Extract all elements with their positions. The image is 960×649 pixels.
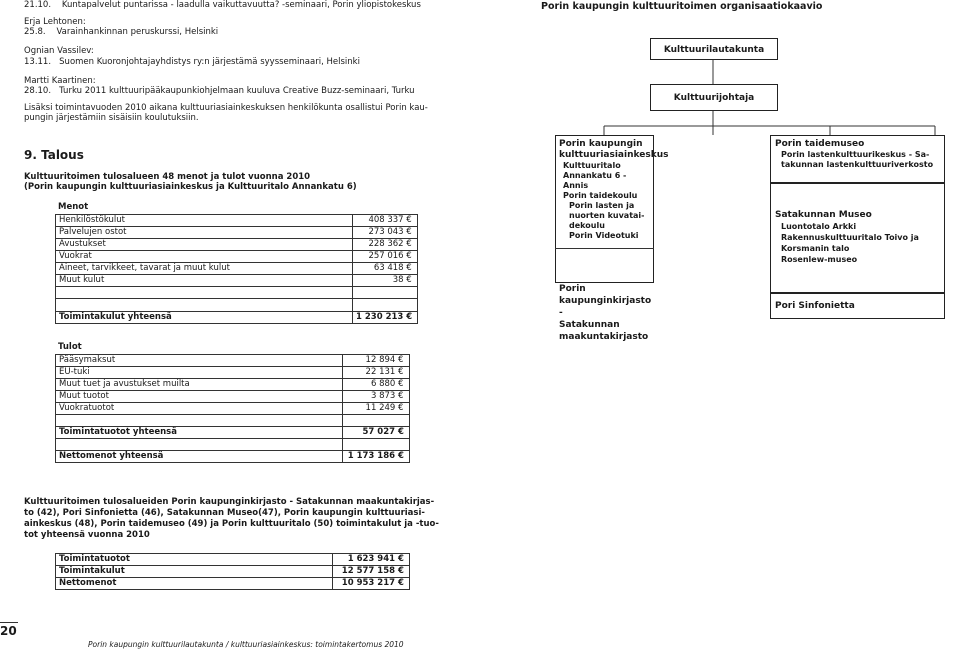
person-name: Ognian Vassilev: (24, 46, 94, 56)
event-line: 28.10. Turku 2011 kulttuuripääkaupunkiohjelmaan kuuluva Creative Buzz-seminaari, Turku (24, 86, 415, 96)
summary-line: to (42), Pori Sinfonietta (46), Satakunnan Museo(47), Porin kaupungin kulttuuriasi- (24, 508, 425, 518)
table-row: Toimintakulut 12 577 158 € (56, 566, 410, 578)
org-chart-title: Porin kaupungin kulttuuritoimen organisaatiokaavio (541, 1, 823, 12)
total-row: Toimintatuotot yhteensä 57 027 € (56, 427, 410, 439)
culture-center-box: Porin kaupungin kulttuuriasiainkeskus Kulttuuritalo Annankatu 6 - Annis Porin taidekoulu Porin lasten ja nuorten kuvatai- dekoulu Porin Videotuki Porin kaupunginkirjasto - Satakunnan maakuntakirjasto (555, 135, 654, 283)
table-row: Vuokratuotot 11 249 € (56, 403, 410, 415)
expenses-table (55, 214, 418, 324)
museum-box: Satakunnan Museo Luontotalo Arkki Rakennuskulttuuritalo Toivo ja Korsmanin talo Rosenlew-museo (770, 183, 945, 293)
box-divider (555, 248, 654, 249)
spacer-row (56, 287, 418, 299)
summary-line: Kulttuuritoimen tulosalueiden Porin kaupunginkirjasto - Satakunnan maakuntakirjas- (24, 497, 435, 507)
income-table (55, 354, 410, 463)
section-heading: 9. Talous (24, 148, 84, 162)
table-row: Avustukset 228 362 € (56, 239, 418, 251)
spacer-row (56, 415, 410, 427)
summary-line: ainkeskus (48), Porin taidemuseo (49) ja Porin kulttuuritalo (50) toimintakulut ja -tuo- (24, 519, 439, 529)
net-row: Nettomenot yhteensä 1 173 186 € (56, 451, 410, 463)
board-box: Kulttuurilautakunta (650, 38, 778, 60)
sinfonietta-box: Pori Sinfonietta (770, 293, 945, 319)
table-row: Vuokrat 257 016 € (56, 251, 418, 263)
event-line: 21.10. Kuntapalvelut puntarissa - laadulla vaikuttavuutta? -seminaari, Porin yliopistokeskus (24, 0, 421, 10)
table-row (56, 299, 418, 312)
table-row: Muut tuet ja avustukset muilta 6 880 € (56, 379, 410, 391)
total-row: Toimintakulut yhteensä 1 230 213 € (56, 312, 418, 324)
summary-line: tot yhteensä vuonna 2010 (24, 530, 150, 540)
page-number-rule (0, 622, 18, 623)
income-title: Tulot (58, 342, 82, 352)
person-name: Martti Kaartinen: (24, 76, 96, 86)
table-row: Palvelujen ostot 273 043 € (56, 227, 418, 239)
staff-note-line: Lisäksi toimintavuoden 2010 aikana kulttuuriasiainkeskuksen henkilökunta osallistui Porin kau- (24, 103, 428, 113)
summary-table (55, 553, 410, 590)
table-row: Pääsymaksut 12 894 € (56, 355, 410, 367)
event-line: 25.8. Varainhankinnan peruskurssi, Helsinki (24, 27, 219, 37)
director-box: Kulttuurijohtaja (650, 84, 778, 111)
table-row: Henkilöstökulut 408 337 € (56, 215, 418, 227)
page-number: 20 (0, 624, 17, 638)
table-row: Toimintatuotot 1 623 941 € (56, 554, 410, 566)
staff-note-line: pungin järjestämiin sisäisiin koulutuksiin. (24, 113, 199, 123)
spacer-row (56, 439, 410, 451)
footer-text: Porin kaupungin kulttuurilautakunta / kulttuuriasiainkeskus: toimintakertomus 2010 (88, 640, 404, 649)
table-row: Aineet, tarvikkeet, tavarat ja muut kulut 63 418 € (56, 263, 418, 275)
expenses-title: Menot (58, 202, 89, 212)
table-row: Nettomenot 10 953 217 € (56, 578, 410, 590)
art-museum-box: Porin taidemuseo Porin lastenkulttuurikeskus - Sa- takunnan lastenkulttuuriverkosto (770, 135, 945, 183)
person-name: Erja Lehtonen: (24, 17, 86, 27)
intro-line: Kulttuuritoimen tulosalueen 48 menot ja tulot vuonna 2010 (24, 172, 311, 182)
table-row: EU-tuki 22 131 € (56, 367, 410, 379)
event-line: 13.11. Suomen Kuoronjohtajayhdistys ry:n järjestämä syysseminaari, Helsinki (24, 57, 360, 67)
table-row: Muut kulut 38 € (56, 275, 418, 287)
intro-line: (Porin kaupungin kulttuuriasiainkeskus ja Kulttuuritalo Annankatu 6) (24, 182, 357, 192)
table-row: Muut tuotot 3 873 € (56, 391, 410, 403)
